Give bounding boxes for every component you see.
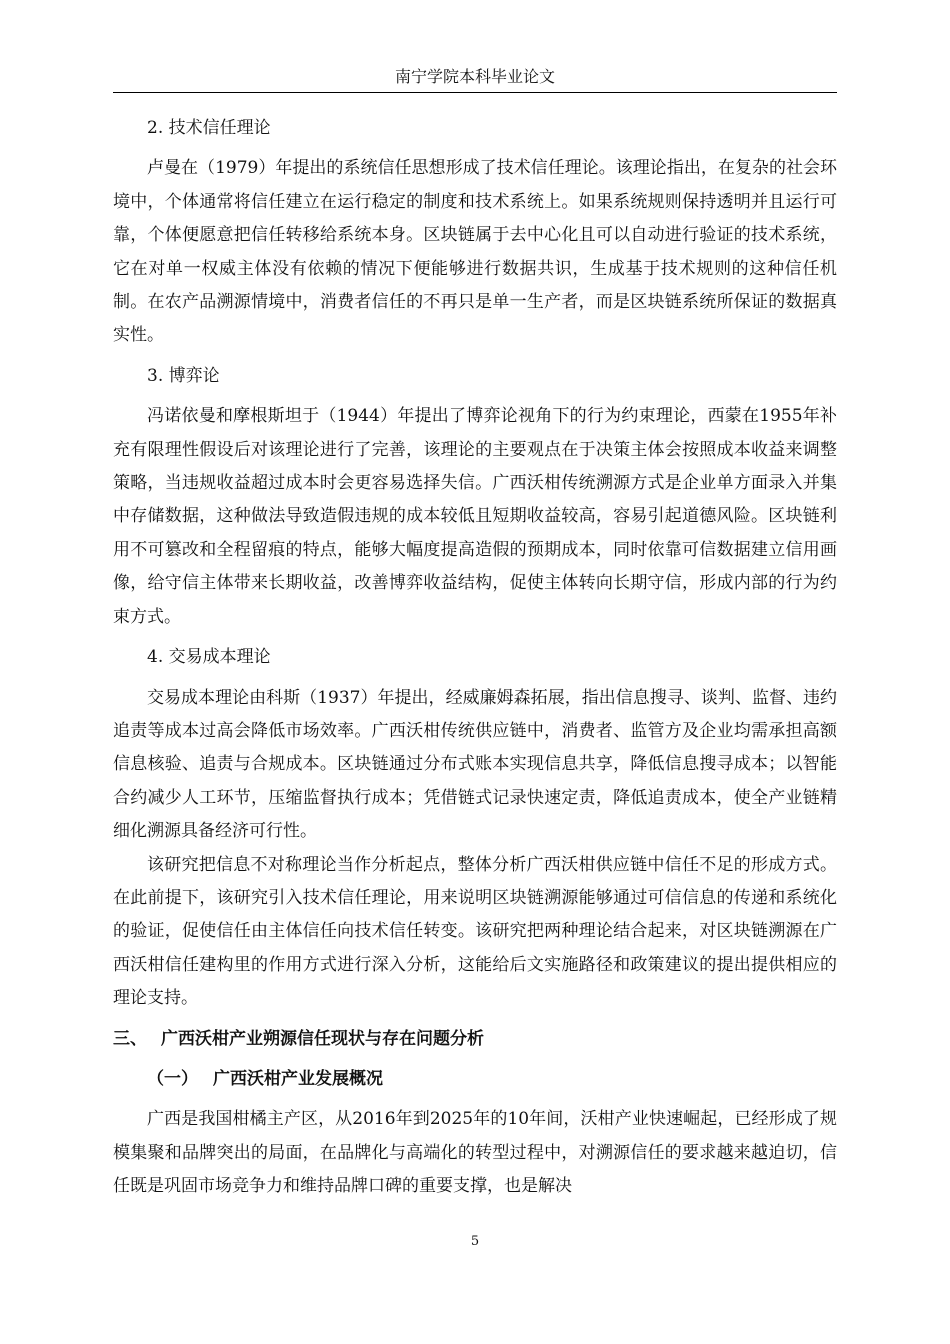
paragraph-theory-summary: 该研究把信息不对称理论当作分析起点，整体分析广西沃柑供应链中信任不足的形成方式。在此前提下，该研究引入技术信任理论，用来说明区块链溯源能够通过可信信息的传递和系统化的验证，促使信任由主体信任向技术信任转变。该研究把两种理论结合起来，对区块链溯源在广西沃柑信任建构里的作用方式进行深入分析，这能给后文实施路径和政策建议的提出提供相应的理论支持。 (113, 854, 837, 1009)
subsection-heading-transaction-cost: 4. 交易成本理论 (147, 647, 271, 668)
paragraph-game-theory: 冯诺依曼和摩根斯坦于（1944）年提出了博弈论视角下的行为约束理论，西蒙在1955年补充有限理性假设后对该理论进行了完善，该理论的主要观点在于决策主体会按照成本收益来调整策略，当违规收益超过成本时会更容易选择失信。广西沃柑传统溯源方式是企业单方面录入并集中存储数据，这种做法导致造假违规的成本较低且短期收益较高，容易引起道德风险。区块链利用不可篡改和全程留痕的特点，能够大幅度提高造假的预期成本，同时依靠可信数据建立信用画像，给守信主体带来长期收益，改善博弈收益结构，促使主体转向长期守信，形成内部的行为约束方式。 (113, 406, 837, 627)
chapter-title: 广西沃柑产业朔源信任现状与存在问题分析 (161, 1028, 484, 1049)
page-body (113, 112, 837, 1204)
section-title: 广西沃柑产业发展概况 (213, 1068, 383, 1089)
page-number: 5 (470, 1234, 480, 1249)
subsection-heading-technology-trust: 2. 技术信任理论 (147, 118, 271, 138)
chapter-heading (113, 1023, 837, 1056)
paragraph-technology-trust: 卢曼在（1979）年提出的系统信任思想形成了技术信任理论。该理论指出，在复杂的社会环境中，个体通常将信任建立在运行稳定的制度和技术系统上。如果系统规则保持透明并且运行可靠，个体便愿意把信任转移给系统本身。区块链属于去中心化且可以自动进行验证的技术系统，它在对单一权威主体没有依赖的情况下便能够进行数据共识，生成基于技术规则的这种信任机制。在农产品溯源情境中，消费者信任的不再只是单一生产者，而是区块链系统所保证的数据真实性。 (113, 158, 837, 346)
paragraph-industry-overview: 广西是我国柑橘主产区，从2016年到2025年的10年间，沃柑产业快速崛起，已经形成了规模集聚和品牌突出的局面，在品牌化与高端化的转型过程中，对溯源信任的要求越来越迫切，信任既是巩固市场竞争力和维持品牌口碑的重要支撑，也是解决 (113, 1109, 837, 1197)
header-divider (113, 92, 837, 93)
chapter-number: 三、 (113, 1028, 147, 1049)
subsection-heading-game-theory: 3. 博弈论 (147, 365, 220, 386)
section-number: （一） (147, 1068, 198, 1089)
section-heading (113, 1063, 837, 1096)
paragraph-transaction-cost: 交易成本理论由科斯（1937）年提出，经威廉姆森拓展，指出信息搜寻、谈判、监督、违约追责等成本过高会降低市场效率。广西沃柑传统供应链中，消费者、监管方及企业均需承担高额信息核验、追责与合规成本。区块链通过分布式账本实现信息共享，降低信息搜寻成本；以智能合约减少人工环节，压缩监督执行成本；凭借链式记录快速定责，降低追责成本，使全产业链精细化溯源具备经济可行性。 (113, 687, 837, 842)
running-header: 南宁学院本科毕业论文 (394, 67, 555, 86)
